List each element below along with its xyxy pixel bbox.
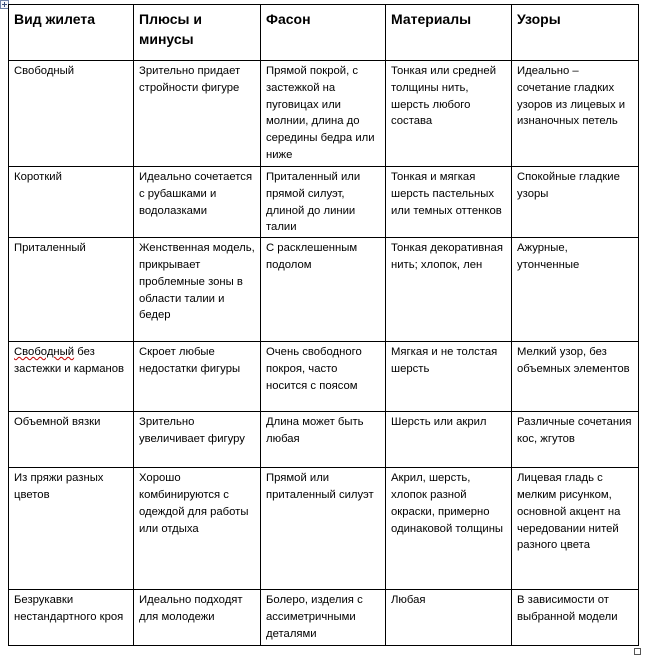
table-row (9, 342, 639, 412)
cell-style[interactable]: Болеро, изделия с ассиметричными деталями (261, 590, 386, 646)
cell-vest-type[interactable]: Свободный без застежки и карманов (9, 342, 134, 412)
table-row (9, 412, 639, 468)
table-header-row (9, 5, 639, 61)
cell-pros-cons[interactable]: Зрительно придает стройности фигуре (134, 61, 261, 167)
cell-style[interactable]: Приталенный или прямой силуэт, длиной до линии талии (261, 167, 386, 238)
cell-pros-cons[interactable]: Идеально сочетается с рубашками и водолазками (134, 167, 261, 238)
cell-patterns[interactable]: Различные сочетания кос, жгутов (512, 412, 639, 468)
cell-materials[interactable]: Тонкая декоративная нить; хлопок, лен (386, 238, 512, 342)
cell-style[interactable]: Длина может быть любая (261, 412, 386, 468)
table-resize-handle[interactable] (634, 648, 641, 655)
table-row (9, 61, 639, 167)
cell-pros-cons[interactable]: Женственная модель, прикрывает проблемные зоны в области талии и бедер (134, 238, 261, 342)
table-row (9, 238, 639, 342)
cell-materials[interactable]: Тонкая или средней толщины нить, шерсть любого состава (386, 61, 512, 167)
cell-style[interactable]: Прямой покрой, с застежкой на пуговицах или молнии, длина до середины бедра или ниже (261, 61, 386, 167)
cell-materials[interactable]: Шерсть или акрил (386, 412, 512, 468)
cell-vest-type[interactable]: Объемной вязки (9, 412, 134, 468)
spellcheck-underlined-word: Свободный (14, 346, 75, 359)
cell-materials[interactable]: Акрил, шерсть, хлопок разной окраски, примерно одинаковой толщины (386, 468, 512, 590)
cell-style[interactable]: Очень свободного покроя, часто носится с поясом (261, 342, 386, 412)
table-row (9, 167, 639, 238)
cell-style[interactable]: С расклешенным подолом (261, 238, 386, 342)
header-vest-type[interactable]: Вид жилета (9, 5, 134, 61)
cell-vest-type[interactable]: Приталенный (9, 238, 134, 342)
cell-vest-type[interactable]: Безрукавки нестандартного кроя (9, 590, 134, 646)
cell-patterns[interactable]: Лицевая гладь с мелким рисунком, основной акцент на чередовании нитей разного цвета (512, 468, 639, 590)
header-patterns[interactable]: Узоры (512, 5, 639, 61)
table-row (9, 468, 639, 590)
cell-pros-cons[interactable]: Хорошо комбинируются с одеждой для работы или отдыха (134, 468, 261, 590)
vest-comparison-table (8, 4, 639, 646)
cell-pros-cons[interactable]: Идеально подходят для молодежи (134, 590, 261, 646)
cell-materials[interactable]: Тонкая и мягкая шерсть пастельных или темных оттенков (386, 167, 512, 238)
cell-materials[interactable]: Мягкая и не толстая шерсть (386, 342, 512, 412)
cell-style[interactable]: Прямой или приталенный силуэт (261, 468, 386, 590)
table-row (9, 590, 639, 646)
header-pros-cons[interactable]: Плюсы и минусы (134, 5, 261, 61)
cell-patterns[interactable]: Спокойные гладкие узоры (512, 167, 639, 238)
cell-pros-cons[interactable]: Скроет любые недостатки фигуры (134, 342, 261, 412)
header-style[interactable]: Фасон (261, 5, 386, 61)
cell-vest-type[interactable]: Из пряжи разных цветов (9, 468, 134, 590)
cell-patterns[interactable]: Ажурные, утонченные (512, 238, 639, 342)
cell-vest-type[interactable]: Короткий (9, 167, 134, 238)
cell-vest-type[interactable]: Свободный (9, 61, 134, 167)
cell-materials[interactable]: Любая (386, 590, 512, 646)
cell-patterns[interactable]: В зависимости от выбранной модели (512, 590, 639, 646)
cell-pros-cons[interactable]: Зрительно увеличивает фигуру (134, 412, 261, 468)
cell-patterns[interactable]: Мелкий узор, без объемных элементов (512, 342, 639, 412)
cell-patterns[interactable]: Идеально – сочетание гладких узоров из лицевых и изнаночных петель (512, 61, 639, 167)
header-materials[interactable]: Материалы (386, 5, 512, 61)
